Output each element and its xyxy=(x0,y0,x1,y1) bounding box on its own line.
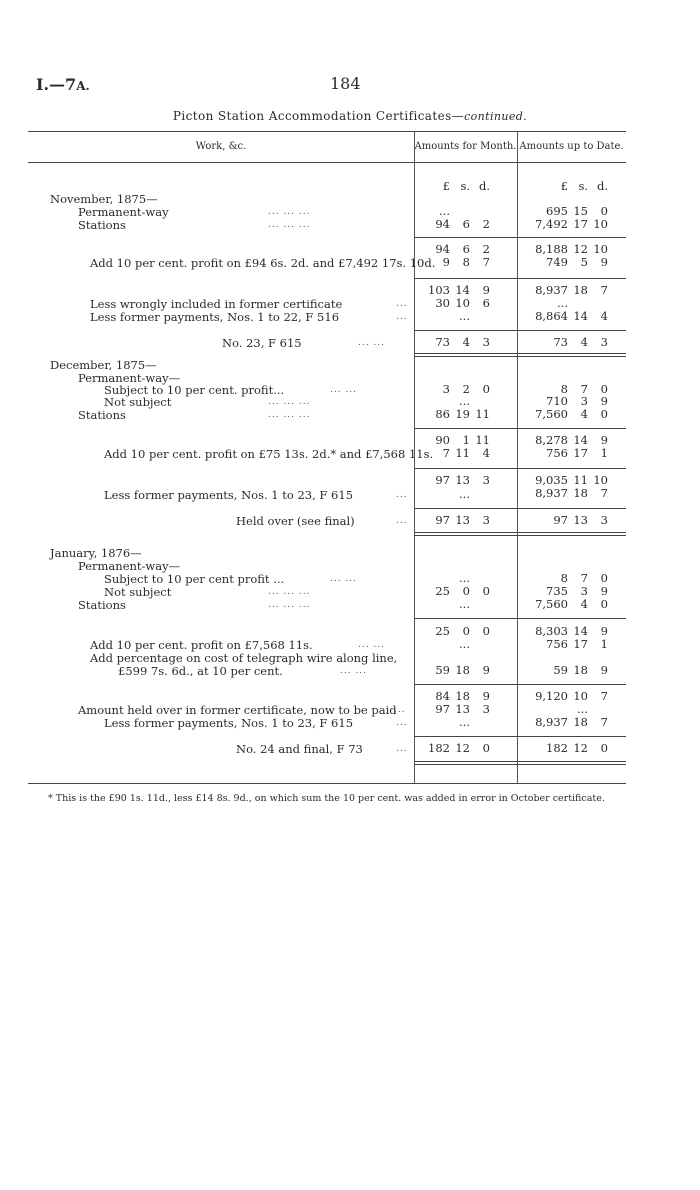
leader-dots: ... ... ... xyxy=(268,220,311,230)
nov-cert-date: 73 4 3 xyxy=(553,335,608,349)
dec-stations-month: 86 19 11 xyxy=(435,407,490,421)
dec-notsubject-month: ... xyxy=(459,394,470,408)
jan-subject-label: Subject to 10 per cent profit ... xyxy=(104,572,285,586)
jan-less-date: 8,937 18 7 xyxy=(535,715,608,729)
jan-notsubject-label: Not subject xyxy=(104,585,172,599)
dec-add-label: Add 10 per cent. profit on £75 13s. 2d.* and £7,568 11s. xyxy=(104,447,434,461)
column-header-work: Work, &c. xyxy=(195,141,247,152)
table-bottom-rule xyxy=(28,783,626,784)
dec-perm-label: Permanent-way— xyxy=(78,371,181,385)
jan-less-label: Less former payments, Nos. 1 to 23, F 615 xyxy=(104,716,354,730)
jan-sum-month: 25 0 0 xyxy=(435,624,490,638)
jan-stations-date: 7,560 4 0 xyxy=(535,597,608,611)
leader-dots: ... xyxy=(396,516,408,526)
jan-final-date: 182 12 0 xyxy=(546,741,608,755)
rule xyxy=(414,684,626,685)
page-title: Picton Station Accommodation Certificates—continued. xyxy=(172,109,528,123)
dec-subject-month: 3 2 0 xyxy=(442,382,490,396)
leader-dots: ... ... ... xyxy=(268,410,311,420)
dec-total-date: 9,035 11 10 xyxy=(535,473,608,487)
column-header-month: Amounts for Month. xyxy=(414,141,517,152)
jan-heading: January, 1876— xyxy=(50,546,142,560)
column-divider-right xyxy=(517,131,518,783)
nov-less1-date: ... xyxy=(557,296,568,310)
rule xyxy=(414,618,626,619)
double-rule xyxy=(414,356,626,357)
leader-dots: ... ... xyxy=(358,640,386,650)
nov-less2-date: 8,864 14 4 xyxy=(535,309,608,323)
column-header-date: Amounts up to Date. xyxy=(519,141,624,152)
jan-add2-date: 59 18 9 xyxy=(553,663,608,677)
jan-held-date: ... xyxy=(577,702,588,716)
table-top-rule xyxy=(28,131,626,132)
table-header-rule xyxy=(28,162,626,163)
dec-total-month: 97 13 3 xyxy=(435,473,490,487)
jan-total-date: 9,120 10 7 xyxy=(535,689,608,703)
dec-notsubject-date: 710 3 9 xyxy=(546,394,608,408)
dec-stations-label: Stations xyxy=(78,408,126,422)
document-reference: I.—7A. xyxy=(36,75,90,94)
jan-add1-label: Add 10 per cent. profit on £7,568 11s. xyxy=(90,638,313,652)
nov-stations-month: 94 6 2 xyxy=(435,217,490,231)
rule xyxy=(414,237,626,238)
jan-held-label: Amount held over in former certificate, now to be paid xyxy=(78,703,397,717)
page-number: 184 xyxy=(330,74,361,93)
leader-dots: ... xyxy=(396,312,408,322)
nov-less1-label: Less wrongly included in former certificate xyxy=(90,297,343,311)
double-rule xyxy=(414,535,626,536)
rule xyxy=(414,736,626,737)
dec-sum-date: 8,278 14 9 xyxy=(535,433,608,447)
dec-held-label: Held over (see final) xyxy=(236,514,355,528)
dec-sum-month: 90 1 11 xyxy=(435,433,490,447)
jan-subject-date: 8 7 0 xyxy=(560,571,608,585)
nov-sum-month: 94 6 2 xyxy=(435,242,490,256)
nov-heading: November, 1875— xyxy=(50,192,158,206)
jan-final-month: 182 12 0 xyxy=(428,741,490,755)
rule xyxy=(414,330,626,331)
leader-dots: ... ... xyxy=(358,338,386,348)
dec-stations-date: 7,560 4 0 xyxy=(535,407,608,421)
rule xyxy=(414,278,626,279)
jan-stations-month: ... xyxy=(459,597,470,611)
leader-dots: ... ... xyxy=(330,574,358,584)
leader-dots: ... xyxy=(396,718,408,728)
jan-held-month: 97 13 3 xyxy=(435,702,490,716)
dec-less-date: 8,937 18 7 xyxy=(535,486,608,500)
rule xyxy=(414,468,626,469)
dec-subject-date: 8 7 0 xyxy=(560,382,608,396)
leader-dots: ... ... ... xyxy=(268,207,311,217)
rule xyxy=(414,508,626,509)
nov-sum-date: 8,188 12 10 xyxy=(535,242,608,256)
dec-less-month: ... xyxy=(459,487,470,501)
leader-dots: ... ... xyxy=(340,666,368,676)
nov-total-date: 8,937 18 7 xyxy=(535,283,608,297)
jan-total-month: 84 18 9 xyxy=(435,689,490,703)
footnote: * This is the £90 1s. 11d., less £14 8s. 9d., on which sum the 10 per cent. was added in error in October certificate. xyxy=(48,793,605,804)
leader-dots: ... xyxy=(394,705,406,715)
nov-add-month: 9 8 7 xyxy=(442,255,490,269)
nov-perm-date: 695 15 0 xyxy=(546,204,608,218)
leader-dots: ... xyxy=(396,299,408,309)
nov-stations-label: Stations xyxy=(78,218,126,232)
dec-held-date: 97 13 3 xyxy=(553,513,608,527)
nov-less1-month: 30 10 6 xyxy=(435,296,490,310)
dec-less-label: Less former payments, Nos. 1 to 23, F 615 xyxy=(104,488,354,502)
nov-add-label: Add 10 per cent. profit on £94 6s. 2d. and £7,492 17s. 10d. xyxy=(90,256,436,270)
jan-stations-label: Stations xyxy=(78,598,126,612)
jan-add1-month: ... xyxy=(459,637,470,651)
date-currency-header: £ s. d. xyxy=(560,179,608,193)
jan-perm-label: Permanent-way— xyxy=(78,559,181,573)
double-rule xyxy=(414,532,626,533)
nov-add-date: 749 5 9 xyxy=(546,255,608,269)
jan-add2-month: 59 18 9 xyxy=(435,663,490,677)
double-rule xyxy=(414,353,626,354)
nov-cert-label: No. 23, F 615 xyxy=(222,336,302,350)
jan-less-month: ... xyxy=(459,715,470,729)
rule xyxy=(414,428,626,429)
jan-final-label: No. 24 and final, F 73 xyxy=(236,742,363,756)
jan-add2-label: Add percentage on cost of telegraph wire along line, xyxy=(90,651,398,665)
jan-notsubject-month: 25 0 0 xyxy=(435,584,490,598)
nov-total-month: 103 14 9 xyxy=(428,283,490,297)
leader-dots: ... xyxy=(396,744,408,754)
jan-notsubject-date: 735 3 9 xyxy=(546,584,608,598)
jan-subject-month: ... xyxy=(459,571,470,585)
nov-cert-month: 73 4 3 xyxy=(435,335,490,349)
dec-notsubject-label: Not subject xyxy=(104,395,172,409)
leader-dots: ... ... xyxy=(330,385,358,395)
leader-dots: ... ... ... xyxy=(268,587,311,597)
nov-perm-label: Permanent-way xyxy=(78,205,169,219)
dec-subject-label: Subject to 10 per cent. profit... xyxy=(104,383,285,397)
jan-add1-date: 756 17 1 xyxy=(546,637,608,651)
month-currency-header: £ s. d. xyxy=(442,179,490,193)
leader-dots: ... ... ... xyxy=(268,397,311,407)
nov-stations-date: 7,492 17 10 xyxy=(535,217,608,231)
dec-add-date: 756 17 1 xyxy=(546,446,608,460)
nov-less2-month: ... xyxy=(459,309,470,323)
nov-less2-label: Less former payments, Nos. 1 to 22, F 516 xyxy=(90,310,340,324)
dec-heading: December, 1875— xyxy=(50,358,157,372)
double-rule xyxy=(414,761,626,762)
jan-sum-date: 8,303 14 9 xyxy=(535,624,608,638)
double-rule xyxy=(414,764,626,765)
jan-add3-label: £599 7s. 6d., at 10 per cent. xyxy=(118,664,283,678)
dec-held-month: 97 13 3 xyxy=(435,513,490,527)
dec-add-month: 7 11 4 xyxy=(442,446,490,460)
nov-perm-month: ... xyxy=(439,204,450,218)
leader-dots: ... ... ... xyxy=(268,600,311,610)
leader-dots: ... xyxy=(396,490,408,500)
